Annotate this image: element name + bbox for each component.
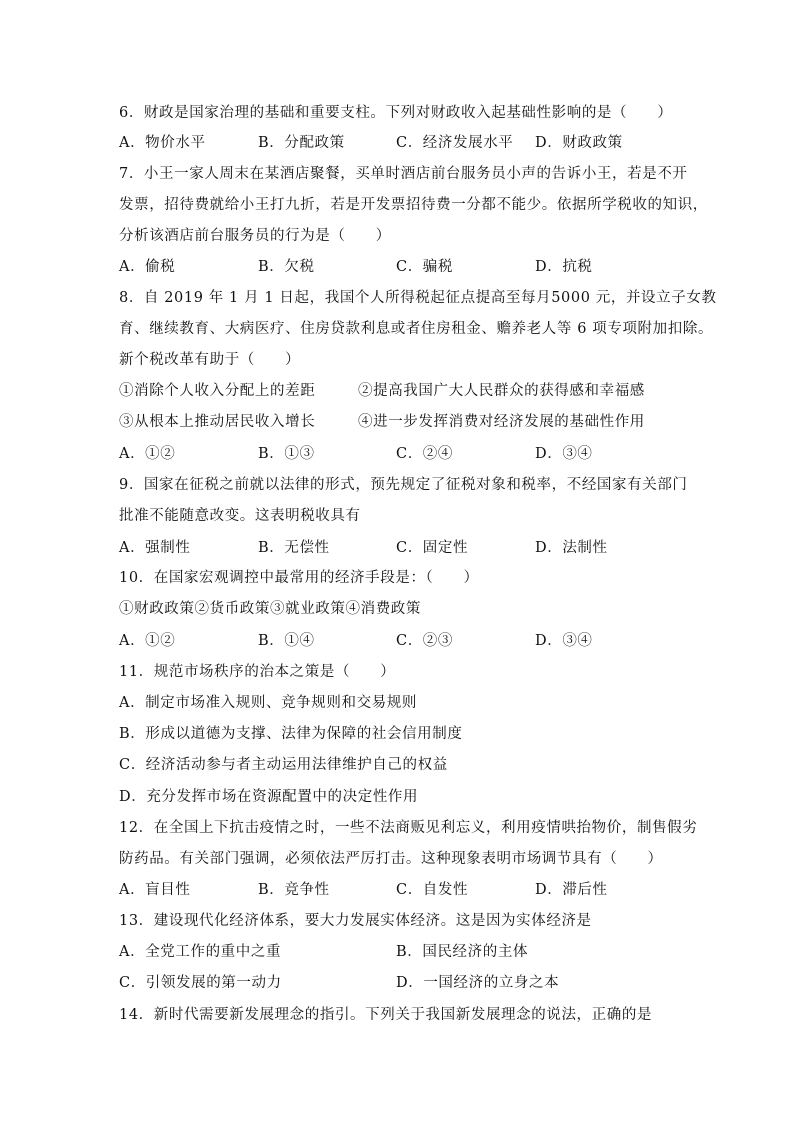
option-b: B．竞争性 (258, 882, 330, 898)
question-8-text-line2: 育、继续教育、大病医疗、住房贷款利息或者住房租金、赡养老人等 6 项专项附加扣除。 (119, 321, 714, 337)
question-7-text-line2: 发票，招待费就给小王打九折，若是开发票招待费一分都不能少。依据所学税收的知识， (119, 197, 708, 213)
option-d: D．滞后性 (535, 882, 608, 898)
question-12-text-line2: 防药品。有关部门强调，必须依法严厉打击。这种现象表明市场调节具有（ ） (119, 851, 663, 867)
question-9-text-line1: 9．国家在征税之前就以法律的形式，预先规定了征税对象和税率，不经国家有关部门 (119, 477, 688, 493)
question-11-text: 11．规范市场秩序的治本之策是（ ） (119, 664, 396, 680)
option-b: B．①③ (258, 446, 315, 462)
option-a: A．全党工作的重中之重 (119, 944, 282, 960)
question-11-option-a: A．制定市场准入规则、竞争规则和交易规则 (119, 695, 417, 711)
option-d: D．③④ (535, 446, 593, 462)
question-9-text-line2: 批准不能随意改变。这表明税收具有 (119, 508, 361, 524)
option-d: D．法制性 (535, 540, 608, 556)
question-8-text-line1: 8．自 2019 年 1 月 1 日起，我国个人所得税起征点提高至每月5000 元，并设立子女教 (119, 290, 717, 306)
question-8-text-line3: 新个税改革有助于（ ） (119, 352, 301, 368)
option-b: B．①④ (258, 633, 315, 649)
option-c: C．②④ (396, 446, 453, 462)
option-d: D．财政政策 (535, 135, 623, 151)
option-d: D．一国经济的立身之本 (396, 975, 560, 991)
option-c: C．自发性 (396, 882, 469, 898)
statement-1: ①消除个人收入分配上的差距 (119, 383, 316, 399)
option-d: D．抗税 (535, 259, 593, 275)
option-b: B．国民经济的主体 (396, 944, 529, 960)
option-c: C．引领发展的第一动力 (119, 975, 282, 991)
option-d: D．③④ (535, 633, 593, 649)
option-a: A．①② (119, 446, 176, 462)
option-a: A．物价水平 (119, 135, 206, 151)
question-13-text: 13．建设现代化经济体系，要大力发展实体经济。这是因为实体经济是 (119, 913, 592, 929)
statement-3: ③从根本上推动居民收入增长 (119, 414, 316, 430)
question-14-text: 14．新时代需要新发展理念的指引。下列关于我国新发展理念的说法，正确的是 (119, 1007, 653, 1023)
question-11-option-c: C．经济活动参与者主动运用法律维护自己的权益 (119, 757, 448, 773)
statement-4: ④进一步发挥消费对经济发展的基础性作用 (358, 414, 645, 430)
statement-2: ②提高我国广大人民群众的获得感和幸福感 (358, 383, 645, 399)
question-11-option-d: D．充分发挥市场在资源配置中的决定性作用 (119, 789, 419, 805)
question-10-text: 10．在国家宏观调控中最常用的经济手段是：（ ） (119, 570, 479, 586)
option-a: A．盲目性 (119, 882, 191, 898)
option-a: A．强制性 (119, 540, 191, 556)
option-a: A．偷税 (119, 259, 176, 275)
question-12-text-line1: 12．在全国上下抗击疫情之时，一些不法商贩见利忘义，利用疫情哄抬物价，制售假劣 (119, 820, 698, 836)
option-c: C．骗税 (396, 259, 453, 275)
option-c: C．经济发展水平 (396, 135, 514, 151)
option-b: B．欠税 (258, 259, 315, 275)
question-7-text-line3: 分析该酒店前台服务员的行为是（ ） (119, 228, 391, 244)
question-11-option-b: B．形成以道德为支撑、法律为保障的社会信用制度 (119, 726, 463, 742)
option-b: B．无偿性 (258, 540, 330, 556)
question-10-statements: ①财政政策②货币政策③就业政策④消费政策 (119, 601, 421, 617)
option-b: B．分配政策 (258, 135, 345, 151)
option-a: A．①② (119, 633, 176, 649)
option-c: C．②③ (396, 633, 453, 649)
option-c: C．固定性 (396, 540, 469, 556)
question-6-text: 6．财政是国家治理的基础和重要支柱。下列对财政收入起基础性影响的是（ ） (119, 105, 673, 121)
question-7-text-line1: 7．小王一家人周末在某酒店聚餐，买单时酒店前台服务员小声的告诉小王，若是不开 (119, 166, 688, 182)
